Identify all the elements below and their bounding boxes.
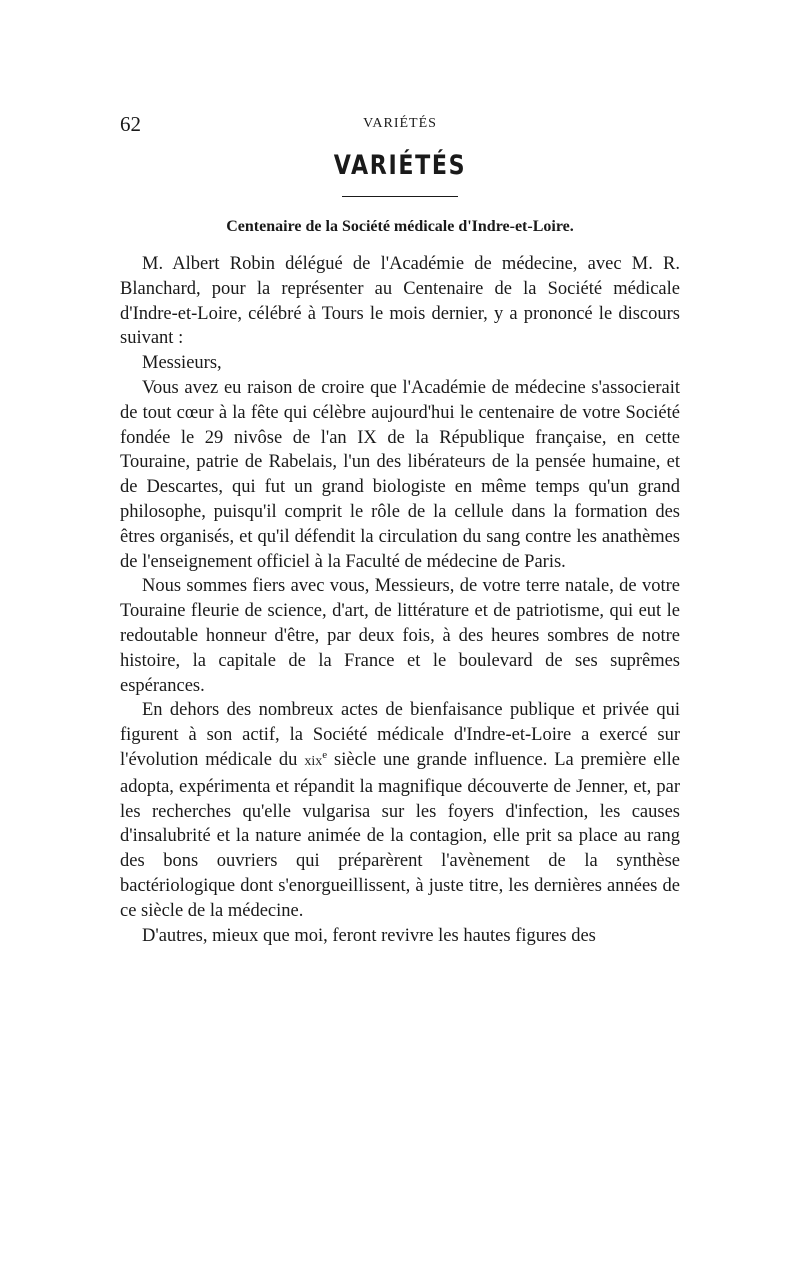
century-numeral: xix	[304, 753, 323, 769]
running-title: VARIÉTÉS	[363, 116, 437, 131]
intro-paragraph: M. Albert Robin délégué de l'Académie de médecine, avec M. R. Blanchard, pour la représenter au Centenaire de la Société médicale d'Indre-et-Loire, célébré à Tours le mois dernier, y a prononcé le discours suivant :	[120, 254, 680, 349]
paragraph-3-text-end: siècle une grande influence. La première elle adopta, expérimenta et répandit la magnifique découverte de Jenner, et, par les recherches qu'elle vulgarisa sur les foyers d'infection, les causes d'insalubrité et la nature animée de la contagion, elle prit sa place au rang des bons ouvriers qui préparèrent l'avènement de la synthèse bactériologique dont s'enorgueillissent, à juste titre, les dernières années de ce siècle de la médecine.	[120, 749, 680, 921]
page-number: 62	[120, 112, 141, 136]
speech-paragraph-4: D'autres, mieux que moi, feront revivre les hautes figures des	[142, 925, 596, 946]
article-body	[120, 252, 680, 948]
title-rule	[342, 196, 458, 197]
article-subtitle: Centenaire de la Société médicale d'Indre-et-Loire.	[226, 218, 574, 235]
speech-paragraph-2: Nous sommes fiers avec vous, Messieurs, de votre terre natale, de votre Touraine fleurie de science, d'art, de littérature et de patriotisme, qui eut le redoutable honneur d'être, par deux fois, à des heures sombres de notre histoire, la capitale de la France et le boulevard de ses suprêmes espérances.	[120, 576, 680, 696]
speech-paragraph-1: Vous avez eu raison de croire que l'Académie de médecine s'associerait de tout cœur à la fête qui célèbre aujourd'hui le centenaire de votre Société fondée le 29 nivôse de l'an IX de la République française, en cette Touraine, patrie de Rabelais, l'un des libérateurs de la pensée humaine, et de Descartes, qui fut un grand biologiste en même temps qu'un grand philosophe, puisqu'il comprit le rôle de la cellule dans la formation des êtres organisés, et qu'il défendit la circulation du sang contre les anathèmes de l'enseignement officiel à la Faculté de médecine de Paris.	[120, 377, 680, 572]
speech-paragraph-3	[120, 698, 680, 923]
paragraph-3-text-start: En dehors des nombreux actes de bienfaisance publique et privée qui figurent à son actif, la Société médicale d'Indre-et-Loire a exercé sur l'évolution médicale du	[120, 700, 680, 770]
salutation: Messieurs,	[142, 353, 222, 374]
section-title: VARIÉTÉS	[333, 150, 467, 181]
century-superscript: e	[322, 748, 328, 761]
running-head	[120, 112, 680, 142]
